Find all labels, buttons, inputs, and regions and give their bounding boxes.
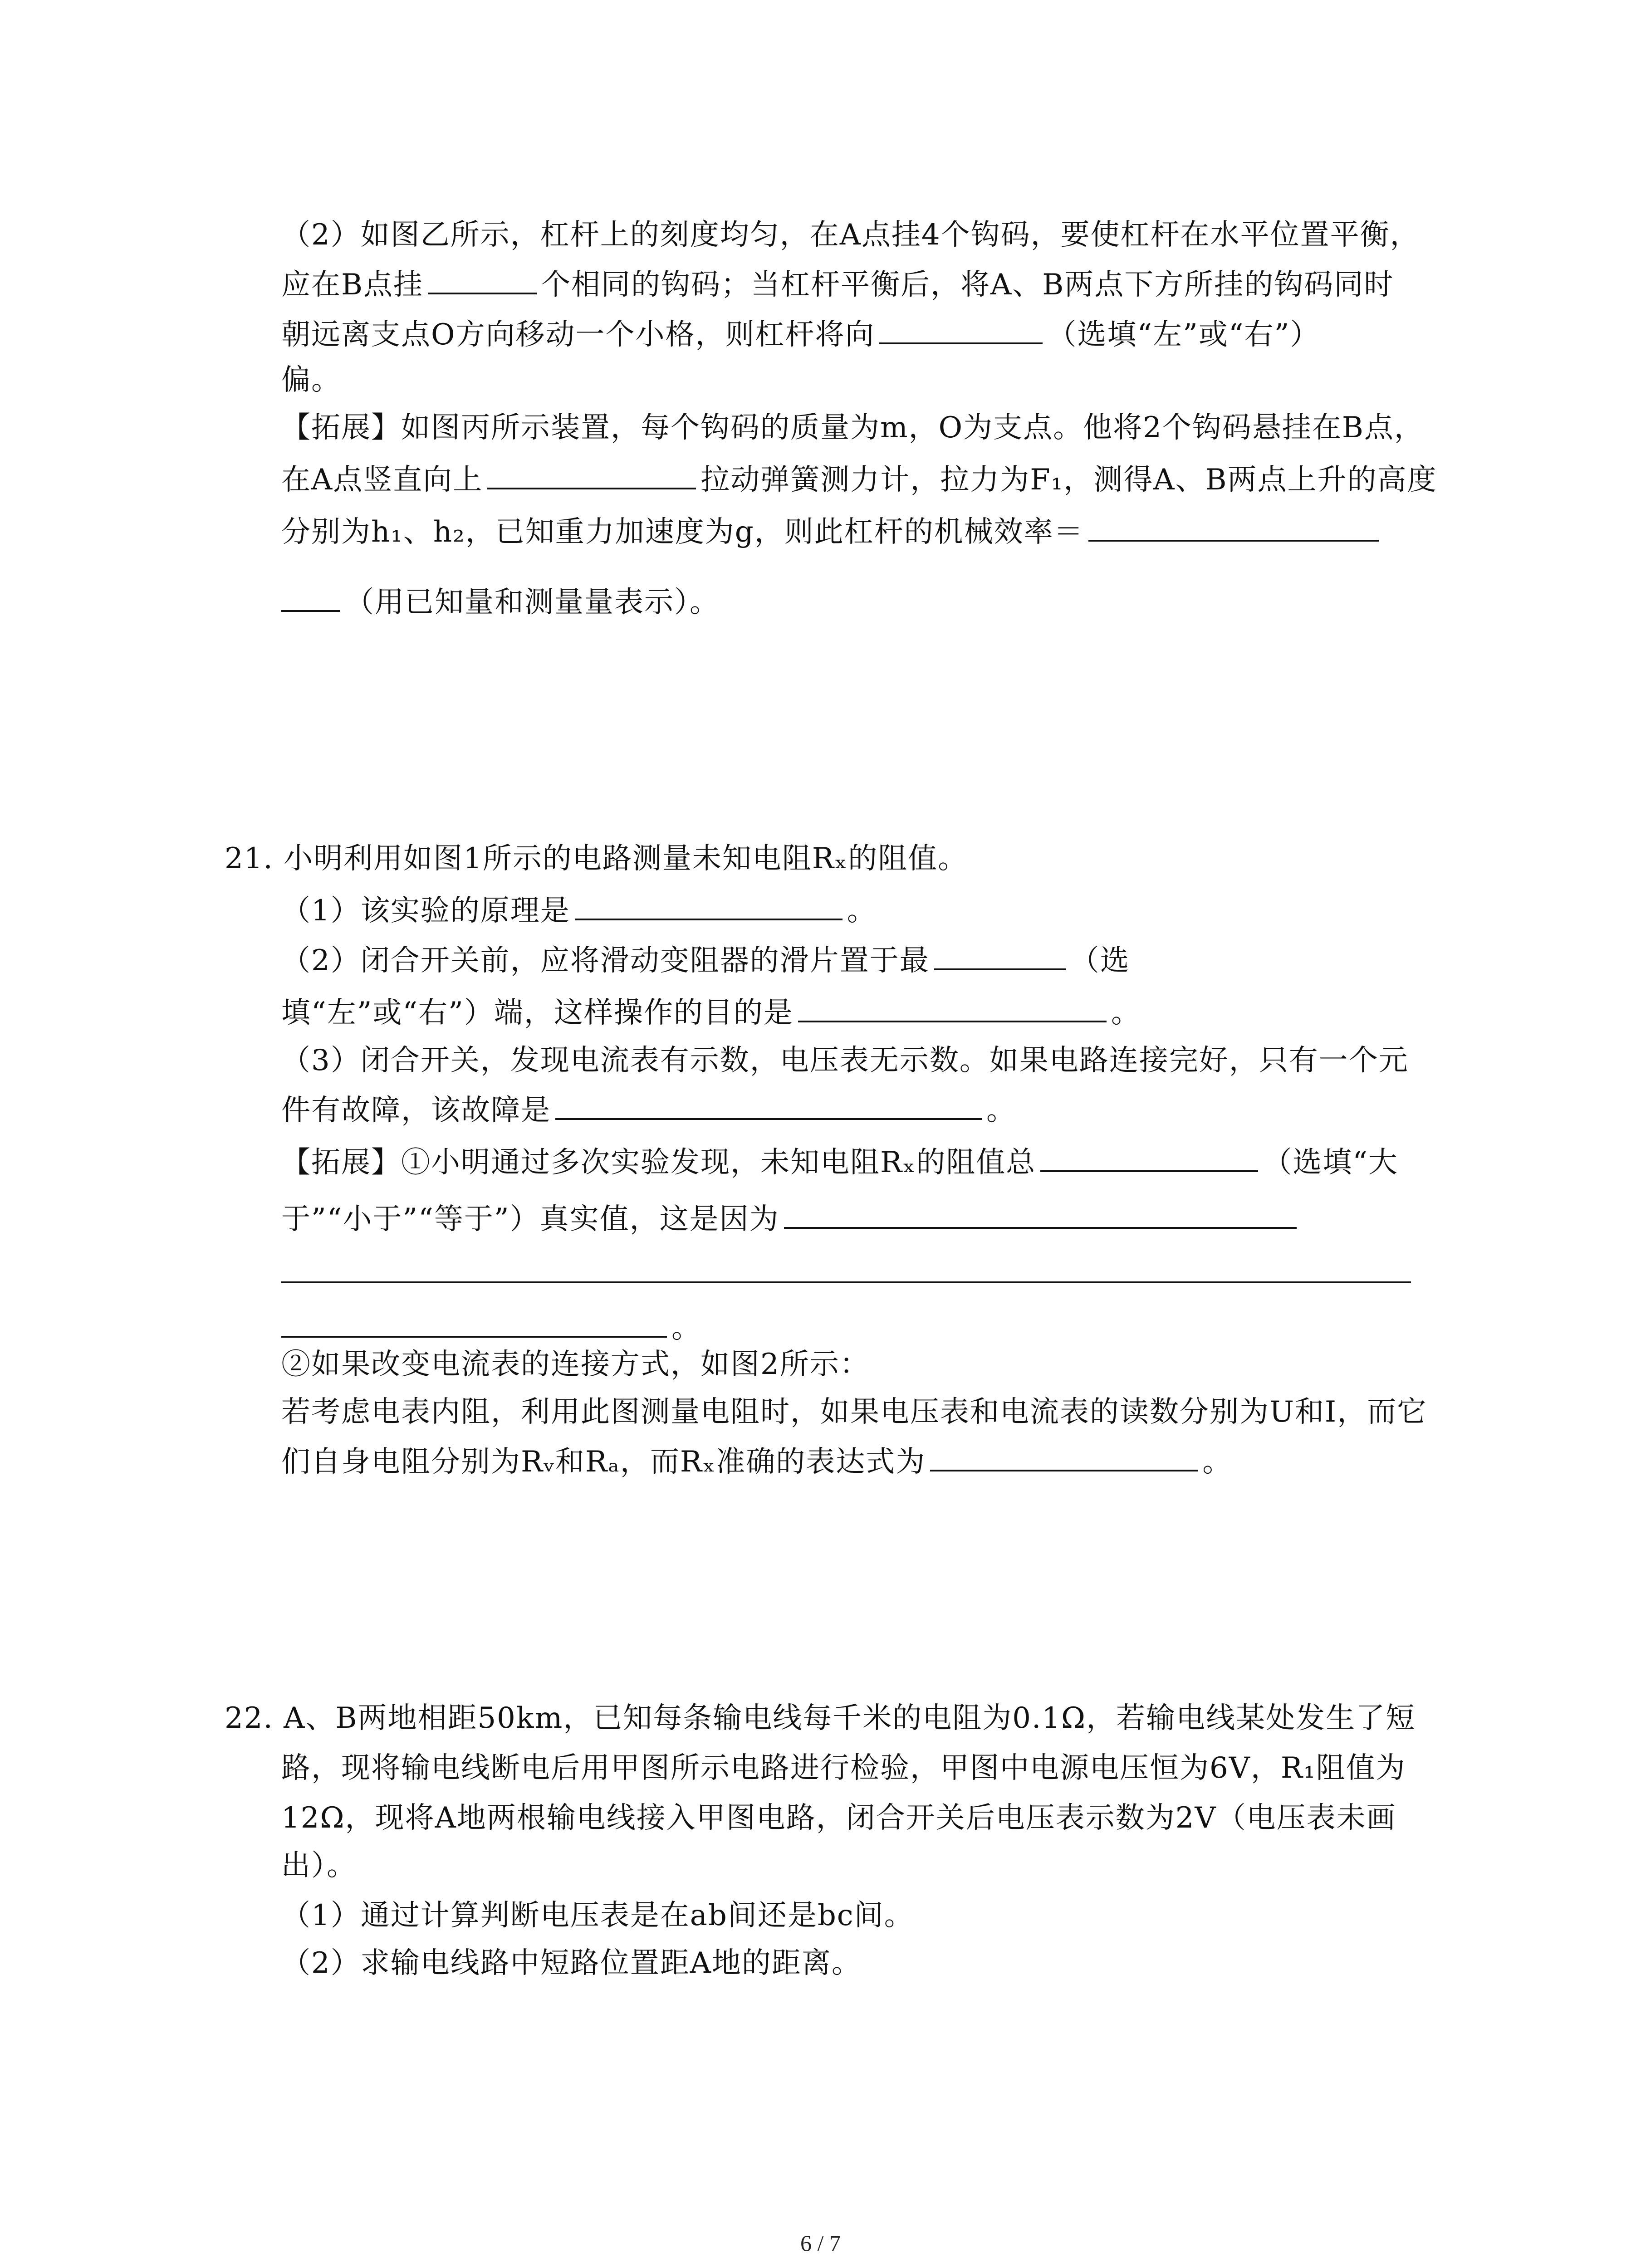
q21-ext-line1 bbox=[281, 1141, 1398, 1184]
q20-part2-text2b: 个相同的钩码；当杠杆平衡后，将A、B两点下方所挂的钩码同时 bbox=[541, 268, 1394, 302]
q21-blank-fault[interactable] bbox=[555, 1091, 982, 1120]
q21-ext2-text2: 若考虑电表内阻，利用此图测量电阻时，如果电压表和电流表的读数分别为U和I，而它 bbox=[281, 1395, 1427, 1429]
q21-part1-text: （1）该实验的原理是 bbox=[281, 894, 570, 928]
q20-part2-text4: 偏。 bbox=[281, 363, 341, 397]
page-number: 6 / 7 bbox=[800, 2230, 841, 2256]
q20-part2-line2 bbox=[281, 263, 1394, 307]
q21-blank-rx-expression[interactable] bbox=[930, 1442, 1198, 1471]
q22-part2 bbox=[281, 1941, 862, 1985]
q20-ext-text4b: （用已知量和测量量表示）。 bbox=[345, 586, 720, 619]
q21-part1-end: 。 bbox=[847, 894, 877, 928]
q21-part2-end: 。 bbox=[1111, 996, 1141, 1030]
q20-blank-direction[interactable] bbox=[879, 315, 1043, 344]
q21-ext2-end: 。 bbox=[1202, 1445, 1233, 1479]
q21-part2-text2: 填“左”或“右”）端，这样操作的目的是 bbox=[281, 996, 794, 1030]
q20-ext-line4 bbox=[281, 581, 720, 624]
q22-part1 bbox=[281, 1894, 914, 1937]
q21-part2-text: （2）闭合开关前，应将滑动变阻器的滑片置于最 bbox=[281, 944, 930, 978]
q22-part2-text: （2）求输电线路中短路位置距A地的距离。 bbox=[281, 1946, 862, 1980]
q22-stem-line1 bbox=[225, 1696, 1416, 1740]
q20-ext-line3 bbox=[281, 510, 1383, 554]
q22-part1-text: （1）通过计算判断电压表是在ab间还是bc间。 bbox=[281, 1899, 914, 1932]
q22-stem-line2 bbox=[281, 1746, 1406, 1790]
q20-blank-efficiency[interactable] bbox=[1088, 513, 1379, 542]
q21-ext-text2: 于”“小于”“等于”）真实值，这是因为 bbox=[281, 1202, 779, 1236]
q21-blank-principle[interactable] bbox=[575, 891, 843, 920]
q21-ext-text1: 【拓展】①小明通过多次实验发现，未知电阻Rₓ的阻值总 bbox=[281, 1146, 1036, 1179]
q21-ext-end: 。 bbox=[671, 1311, 701, 1345]
q21-ext-line3 bbox=[281, 1252, 1416, 1295]
q21-stem bbox=[225, 837, 968, 880]
q20-ext-text1: 【拓展】如图丙所示装置，每个钩码的质量为m，O为支点。他将2个钩码悬挂在B点， bbox=[281, 411, 1424, 445]
q21-part3-end: 。 bbox=[986, 1094, 1016, 1127]
q22-stem-line3 bbox=[281, 1796, 1396, 1840]
q20-blank-efficiency-cont[interactable] bbox=[281, 583, 340, 612]
q21-part2-line2 bbox=[281, 991, 1141, 1035]
q21-part3-line1 bbox=[281, 1039, 1409, 1082]
q21-stem-text: 21. 小明利用如图1所示的电路测量未知电阻Rₓ的阻值。 bbox=[225, 842, 968, 875]
q22-stem-text2: 路，现将输电线断电后用甲图所示电路进行检验，甲图中电源电压恒为6V，R₁阻值为 bbox=[281, 1751, 1406, 1785]
q20-part2-line4 bbox=[281, 358, 341, 402]
q21-ext-choice-open: （选填“大 bbox=[1263, 1146, 1399, 1179]
q20-part2-text3b: （选填“左”或“右”） bbox=[1047, 318, 1320, 352]
q21-blank-purpose[interactable] bbox=[798, 993, 1107, 1022]
q21-part3-line2 bbox=[281, 1089, 1016, 1132]
q20-ext-text2a: 在A点竖直向上 bbox=[281, 463, 483, 497]
q21-ext2-line2 bbox=[281, 1390, 1427, 1434]
q21-blank-reason[interactable] bbox=[784, 1200, 1297, 1229]
q21-blank-reason-cont1[interactable] bbox=[281, 1254, 1411, 1283]
q20-blank-pull-manner[interactable] bbox=[487, 460, 696, 489]
q20-ext-text3a: 分别为h₁、h₂，已知重力加速度为g，则此杠杆的机械效率＝ bbox=[281, 515, 1084, 549]
q21-ext2-line3 bbox=[281, 1440, 1232, 1484]
q21-ext2-line1 bbox=[281, 1343, 870, 1386]
q21-ext2-text3: 们自身电阻分别为Rᵥ和Rₐ，而Rₓ准确的表达式为 bbox=[281, 1445, 926, 1479]
q20-ext-text2b: 拉动弹簧测力计，拉力为F₁，测得A、B两点上升的高度 bbox=[700, 463, 1437, 497]
q20-ext-line2 bbox=[281, 458, 1437, 502]
q21-part3-text2: 件有故障，该故障是 bbox=[281, 1094, 551, 1127]
q21-ext-line2 bbox=[281, 1198, 1301, 1241]
q21-part3-text1: （3）闭合开关，发现电流表有示数，电压表无示数。如果电路连接完好，只有一个元 bbox=[281, 1044, 1409, 1077]
q22-stem-text3: 12Ω，现将A地两根输电线接入甲图电路，闭合开关后电压表示数为2V（电压表未画 bbox=[281, 1801, 1396, 1835]
q21-ext2-text1: ②如果改变电流表的连接方式，如图2所示： bbox=[281, 1348, 870, 1381]
q20-ext-line1 bbox=[281, 406, 1424, 450]
q21-blank-slider-end[interactable] bbox=[934, 941, 1066, 970]
q20-part2-line3 bbox=[281, 313, 1320, 357]
q20-part2-line1 bbox=[281, 213, 1420, 257]
q22-stem-text4: 出）。 bbox=[281, 1849, 357, 1882]
q20-part2-text3a: 朝远离支点O方向移动一个小格，则杠杆将向 bbox=[281, 318, 875, 352]
q20-part2-text2a: 应在B点挂 bbox=[281, 268, 424, 302]
q21-part2-line1 bbox=[281, 939, 1130, 982]
q21-blank-compare[interactable] bbox=[1040, 1143, 1258, 1172]
q21-part1 bbox=[281, 889, 877, 933]
q21-part2-choice-open: （选 bbox=[1070, 944, 1130, 978]
q22-stem-line4 bbox=[281, 1844, 357, 1887]
q20-part2-text1: （2）如图乙所示，杠杆上的刻度均匀，在A点挂4个钩码，要使杠杆在水平位置平衡， bbox=[281, 218, 1420, 252]
q21-blank-reason-cont2[interactable] bbox=[281, 1309, 667, 1338]
q22-stem-text1: 22. A、B两地相距50km，已知每条输电线每千米的电阻为0.1Ω，若输电线某处发生了短 bbox=[225, 1701, 1416, 1735]
q20-blank-hook-count[interactable] bbox=[428, 265, 537, 294]
